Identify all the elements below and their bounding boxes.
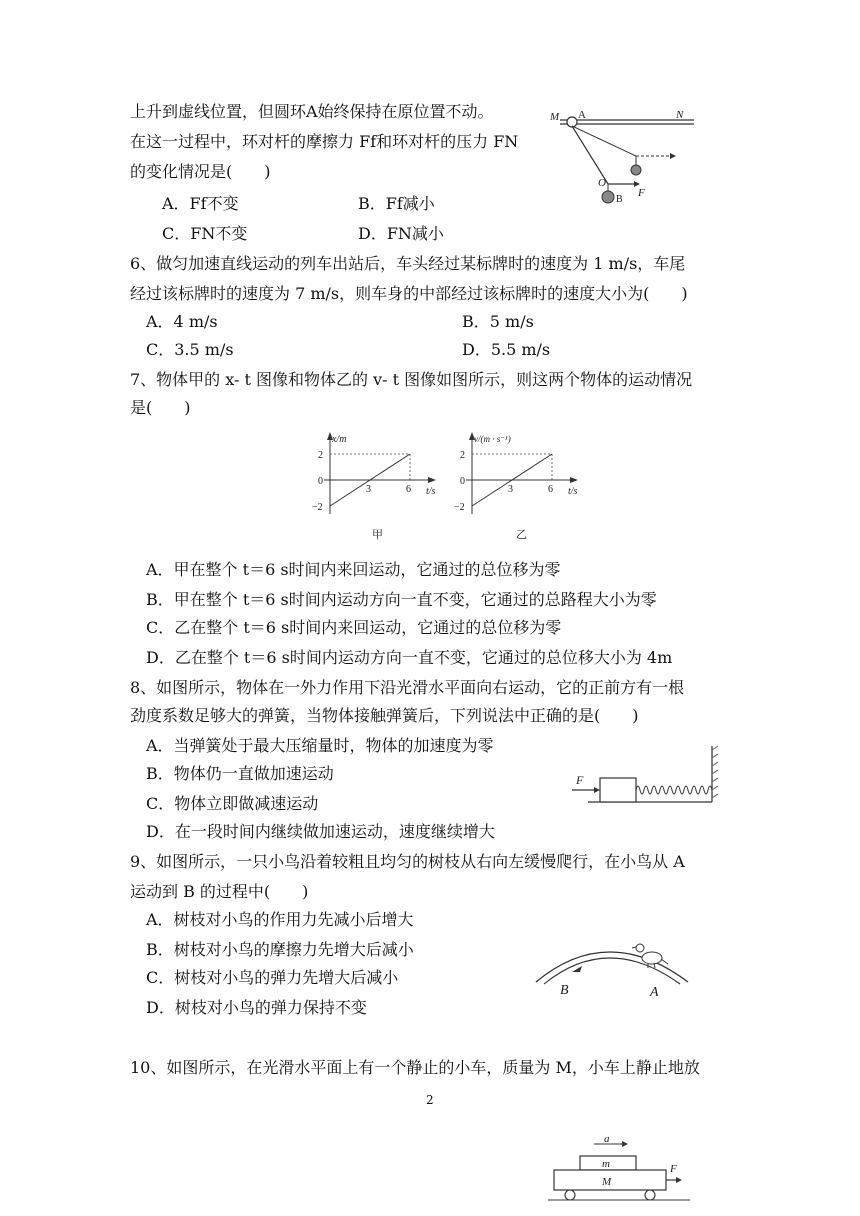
q7-option-d: D．乙在整个 t＝6 s时间内运动方向一直不变，它通过的总位移大小为 4m [146, 648, 673, 667]
yi-tick-3: 3 [508, 484, 513, 495]
q7-line-2: 是( ) [130, 398, 191, 417]
q9-option-a: A．树枝对小鸟的作用力先减小后增大 [146, 910, 414, 929]
q5-fig-label-m: M [550, 111, 560, 123]
q5-fig-label-n: N [676, 109, 684, 121]
q5-option-d: D．FN减小 [358, 224, 444, 243]
yi-ylabel: v/(m · s⁻¹) [474, 434, 511, 444]
q8-line-1: 8、如图所示，物体在一外力作用下沿光滑水平面向右运动，它的正前方有一根 [130, 678, 685, 697]
q5-figure [548, 104, 698, 214]
q7-graph-yi [452, 428, 592, 546]
jia-tick-3: 3 [366, 484, 371, 495]
q6-line-1: 6、做匀加速直线运动的列车出站后，车头经过某标牌时的速度为 1 m/s，车尾 [130, 254, 686, 273]
q6-line-2: 经过该标牌时的速度为 7 m/s，则车身的中部经过该标牌时的速度大小为( ) [130, 284, 688, 303]
q7-option-c: C．乙在整个 t＝6 s时间内来回运动，它通过的总位移为零 [146, 618, 562, 637]
jia-tick-neg2: −2 [312, 502, 323, 513]
q7-option-b: B．甲在整个 t＝6 s时间内运动方向一直不变，它通过的总路程大小为零 [146, 590, 657, 609]
q10-fig-label-m: m [602, 1158, 610, 1170]
q8-fig-label-f: F [576, 773, 584, 787]
q10-fig-label-big-m: M [602, 1176, 612, 1188]
q5-option-c: C．FN不变 [162, 224, 248, 243]
q5-fig-label-b: B [616, 194, 623, 205]
q8-line-2: 劲度系数足够大的弹簧，当物体接触弹簧后，下列说法中正确的是( ) [130, 706, 639, 725]
q8-option-a: A．当弹簧处于最大压缩量时，物体的加速度为零 [146, 736, 494, 755]
q5-fig-label-o: O [598, 177, 606, 189]
q6-option-c: C．3.5 m/s [146, 340, 234, 359]
q9-fig-label-b: B [560, 983, 569, 998]
yi-tick-6: 6 [548, 484, 553, 495]
q7-option-a: A．甲在整个 t＝6 s时间内来回运动，它通过的总位移为零 [146, 560, 561, 579]
q9-figure [528, 932, 698, 1002]
yi-tick-neg2: −2 [454, 502, 465, 513]
yi-caption: 乙 [516, 529, 527, 541]
q5-option-b: B．Ff减小 [358, 194, 435, 213]
q5-line-3: 的变化情况是( ) [130, 162, 271, 181]
q9-option-b: B．树枝对小鸟的摩擦力先增大后减小 [146, 940, 414, 959]
q9-line-1: 9、如图所示，一只小鸟沿着较粗且均匀的树枝从右向左缓慢爬行，在小鸟从 A [130, 852, 685, 871]
q5-line-2: 在这一过程中，环对杆的摩擦力 Ff和环对杆的压力 FN [130, 132, 519, 151]
q5-fig-label-f: F [638, 187, 645, 199]
q10-fig-label-f: F [670, 1163, 677, 1175]
q8-option-c: C．物体立即做减速运动 [146, 794, 319, 813]
q6-option-b: B．5 m/s [462, 312, 534, 331]
q9-line-2: 运动到 B 的过程中( ) [130, 882, 309, 901]
q8-figure [566, 742, 726, 806]
q7-graph-jia [310, 428, 450, 546]
q5-line-1: 上升到虚线位置，但圆环A始终保持在原位置不动。 [130, 102, 494, 121]
q5-fig-label-a: A [578, 109, 586, 121]
q10-figure [540, 1134, 700, 1212]
q8-option-d: D．在一段时间内继续做加速运动，速度继续增大 [146, 822, 495, 841]
q9-option-c: C．树枝对小鸟的弹力先增大后减小 [146, 968, 399, 987]
jia-tick-0: 0 [318, 476, 323, 487]
jia-caption: 甲 [372, 529, 383, 541]
q6-option-d: D．5.5 m/s [462, 340, 551, 359]
jia-tick-6: 6 [406, 484, 411, 495]
q6-option-a: A．4 m/s [146, 312, 218, 331]
q7-line-1: 7、物体甲的 x- t 图像和物体乙的 v- t 图像如图所示，则这两个物体的运动情况 [130, 370, 693, 389]
q9-option-d: D．树枝对小鸟的弹力保持不变 [146, 998, 367, 1017]
q10-line-1: 10、如图所示，在光滑水平面上有一个静止的小车，质量为 M，小车上静止地放 [130, 1058, 700, 1077]
page-number: 2 [426, 1093, 434, 1107]
q8-option-b: B．物体仍一直做加速运动 [146, 764, 334, 783]
yi-tick-2: 2 [460, 450, 465, 461]
yi-tick-0: 0 [460, 476, 465, 487]
jia-tick-2: 2 [318, 450, 323, 461]
jia-xlabel: t/s [426, 486, 436, 497]
q9-fig-label-a: A [650, 985, 659, 1000]
yi-xlabel: t/s [568, 486, 578, 497]
q5-option-a: A．Ff不变 [162, 194, 239, 213]
jia-ylabel: x/m [332, 434, 347, 445]
q10-fig-label-a: a [604, 1134, 610, 1145]
